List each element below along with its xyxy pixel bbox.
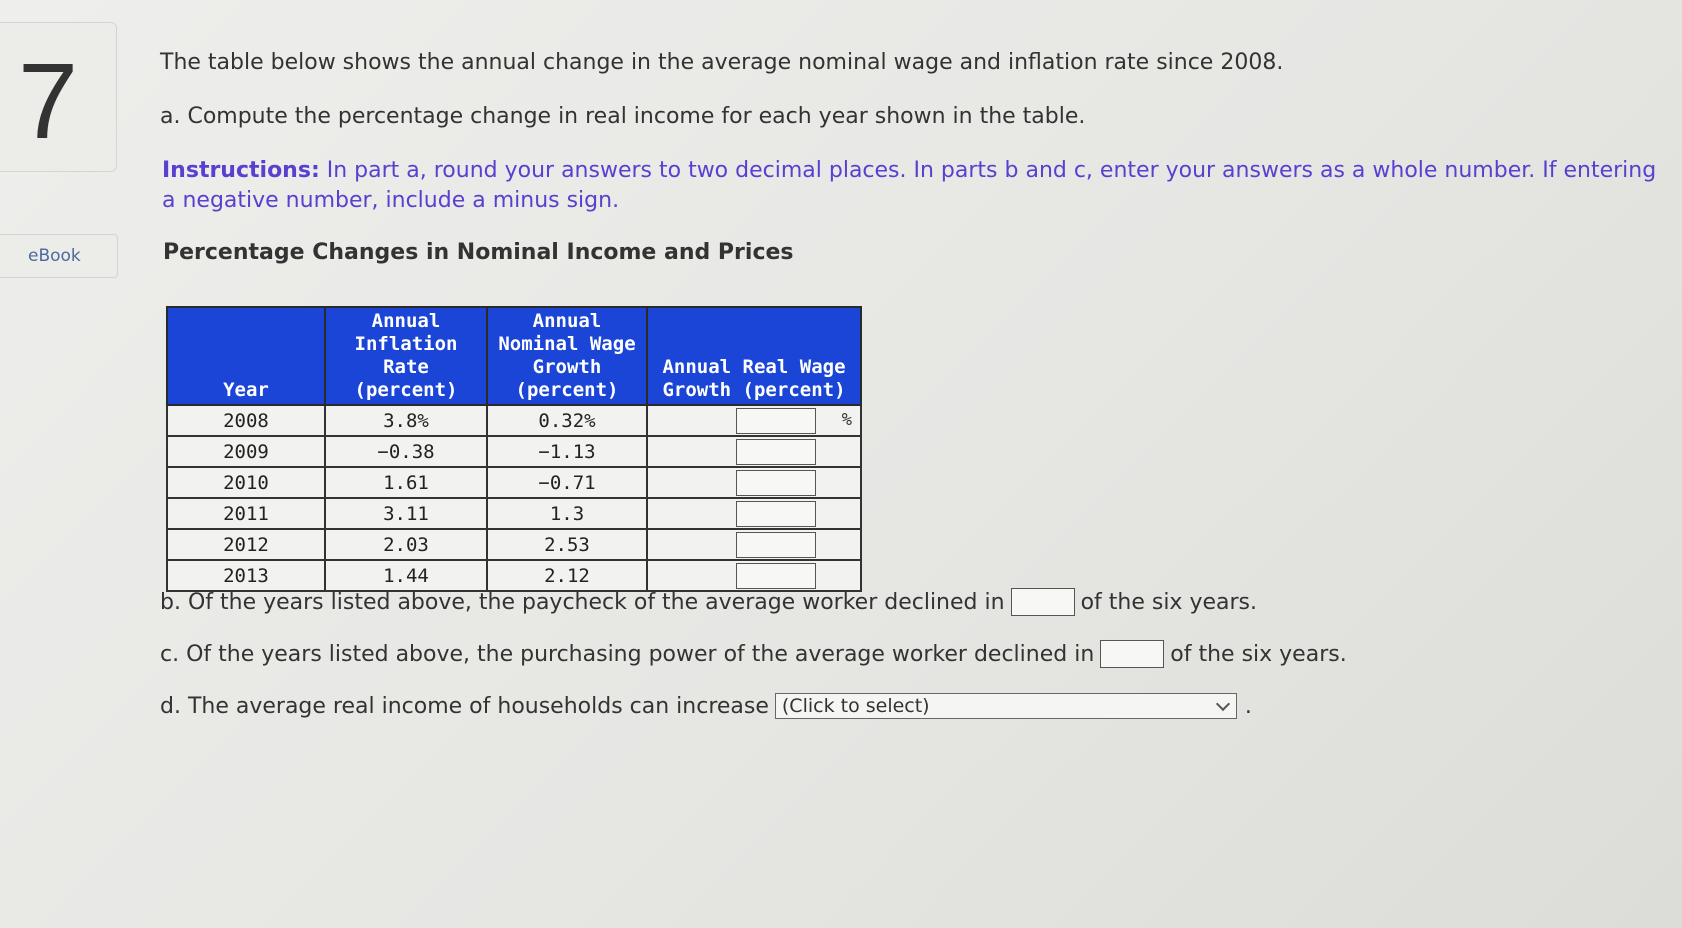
cell-real-answer xyxy=(647,467,861,498)
part-d xyxy=(160,693,1252,719)
header-inflation-text: Annual Inflation Rate (percent) xyxy=(354,310,458,401)
cell-nominal: 2.12 xyxy=(487,560,647,591)
table-row xyxy=(167,498,861,529)
part-d-select[interactable] xyxy=(775,693,1237,719)
cell-year: 2010 xyxy=(167,467,325,498)
ebook-tab[interactable]: eBook xyxy=(0,234,118,278)
part-c-text: c. Of the years listed above, the purchasing power of the average worker declined in xyxy=(160,641,1095,667)
cell-nominal: −1.13 xyxy=(487,436,647,467)
table-row xyxy=(167,436,861,467)
part-b-text: b. Of the years listed above, the paycheck of the average worker declined in xyxy=(160,589,1005,615)
real-wage-input[interactable] xyxy=(736,408,816,434)
part-a-text: a. Compute the percentage change in real income for each year shown in the table. xyxy=(160,104,1086,129)
real-wage-input[interactable] xyxy=(736,532,816,558)
real-wage-input[interactable] xyxy=(736,470,816,496)
question-badge xyxy=(0,22,117,172)
question-content xyxy=(160,48,1660,719)
part-b-suffix: of the six years. xyxy=(1080,589,1257,615)
part-d-period: . xyxy=(1244,693,1252,719)
cell-year: 2013 xyxy=(167,560,325,591)
instructions xyxy=(162,156,1662,216)
question-number: 7 xyxy=(18,40,79,161)
cell-inflation: −0.38 xyxy=(325,436,487,467)
cell-real-answer xyxy=(647,560,861,591)
cell-nominal: 2.53 xyxy=(487,529,647,560)
part-d-text: d. The average real income of households can increase xyxy=(160,693,769,719)
table-row xyxy=(167,405,861,436)
table-row xyxy=(167,467,861,498)
header-year-text: Year xyxy=(223,379,269,401)
percent-suffix: % xyxy=(841,410,852,430)
cell-year: 2009 xyxy=(167,436,325,467)
header-nominal xyxy=(487,307,647,405)
cell-year: 2012 xyxy=(167,529,325,560)
header-inflation xyxy=(325,307,487,405)
header-nominal-text: Annual Nominal Wage Growth (percent) xyxy=(498,310,636,401)
cell-nominal: 0.32% xyxy=(487,405,647,436)
real-wage-input[interactable] xyxy=(736,563,816,589)
part-d-select-label: (Click to select) xyxy=(781,695,930,717)
cell-nominal: −0.71 xyxy=(487,467,647,498)
cell-real-answer xyxy=(647,436,861,467)
cell-inflation: 1.61 xyxy=(325,467,487,498)
part-c-suffix: of the six years. xyxy=(1170,641,1347,667)
cell-inflation: 1.44 xyxy=(325,560,487,591)
table-header-row xyxy=(167,307,861,405)
header-real xyxy=(647,307,861,405)
header-year xyxy=(167,307,325,405)
cell-inflation: 3.11 xyxy=(325,498,487,529)
intro-text: The table below shows the annual change in the average nominal wage and inflation rate since 2008. xyxy=(160,50,1284,75)
data-table xyxy=(166,306,862,592)
cell-year: 2008 xyxy=(167,405,325,436)
table-title: Percentage Changes in Nominal Income and Prices xyxy=(163,240,794,265)
part-b-input[interactable] xyxy=(1011,588,1075,616)
part-c-input[interactable] xyxy=(1100,640,1164,668)
header-real-text: Annual Real Wage Growth (percent) xyxy=(662,356,846,401)
cell-real-answer xyxy=(647,498,861,529)
instructions-text: In part a, round your answers to two decimal places. In parts b and c, enter your answers as a whole number. If entering a negative number, include a minus sign. xyxy=(162,158,1657,213)
part-b xyxy=(160,588,1257,616)
instructions-label: Instructions: xyxy=(162,158,320,183)
real-wage-input[interactable] xyxy=(736,501,816,527)
table-row xyxy=(167,560,861,591)
chevron-down-icon xyxy=(1216,696,1230,710)
cell-inflation: 2.03 xyxy=(325,529,487,560)
table-row xyxy=(167,529,861,560)
cell-inflation: 3.8% xyxy=(325,405,487,436)
cell-real-answer xyxy=(647,529,861,560)
cell-year: 2011 xyxy=(167,498,325,529)
part-c xyxy=(160,640,1347,668)
cell-real-answer xyxy=(647,405,861,436)
cell-nominal: 1.3 xyxy=(487,498,647,529)
real-wage-input[interactable] xyxy=(736,439,816,465)
